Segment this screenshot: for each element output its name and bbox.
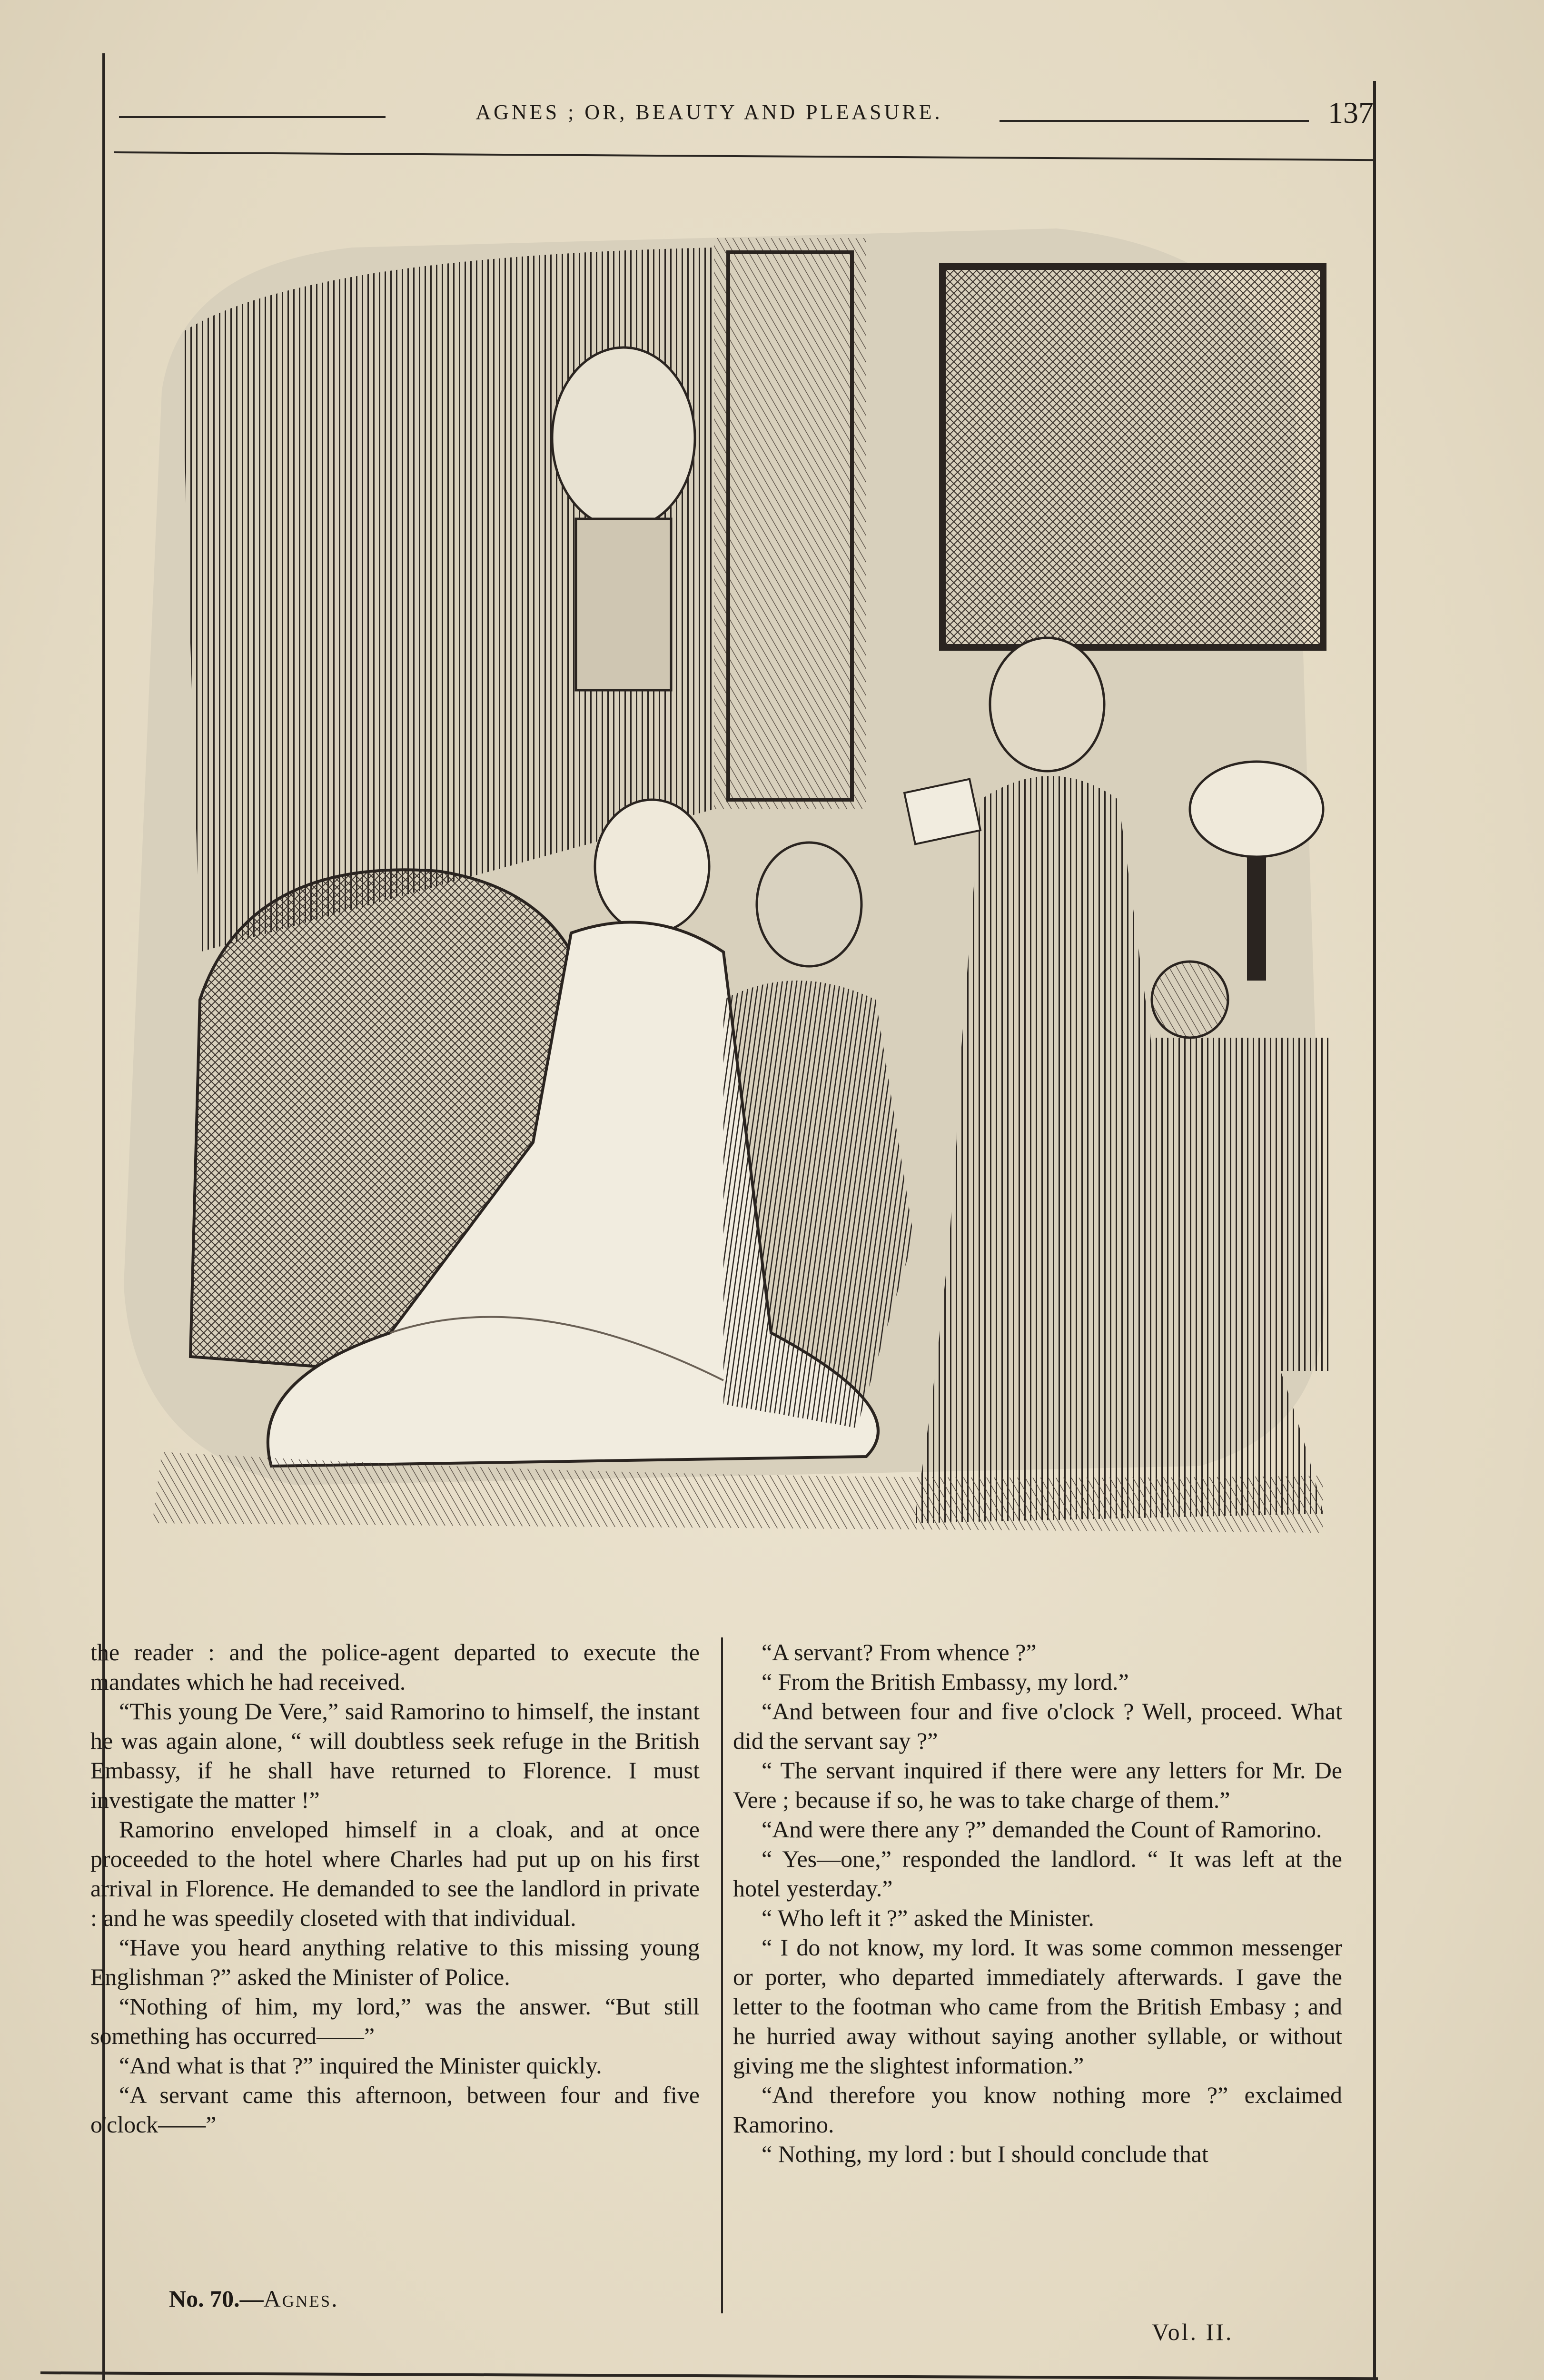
paragraph: “And between four and five o'clock ? Well, proceed. What did the servant say ?” — [733, 1698, 1342, 1754]
frame-right-rule — [1373, 81, 1376, 2380]
paragraph: “A servant came this afternoon, between four and five o'clock——” — [90, 2082, 700, 2138]
page-number: 137 — [1328, 96, 1374, 129]
signature-number: No. 70.— — [169, 2285, 264, 2312]
paragraph: “ Yes—one,” responded the landlord. “ It was left at the hotel yesterday.” — [733, 1845, 1342, 1902]
text-column-right — [733, 1637, 1342, 2169]
paragraph: “ From the British Embassy, my lord.” — [762, 1668, 1129, 1695]
paragraph: “And what is that ?” inquired the Minister quickly. — [119, 2052, 602, 2079]
signature-title: Agnes. — [263, 2285, 339, 2312]
head-rule-left — [119, 116, 386, 118]
running-title: AGNES ; OR, BEAUTY AND PLEASURE. — [475, 100, 943, 124]
volume-mark: Vol. II. — [1152, 2319, 1234, 2345]
paragraph: Ramorino enveloped himself in a cloak, and at once proceeded to the hotel where Charles had put up on his first arrival in Florence. He demanded to see the landlord in private : and he was speedily closeted with that individual. — [90, 1816, 700, 1931]
paragraph: “This young De Vere,” said Ramorino to himself, the instant he was again alone, “ will doubtless seek refuge in the British Embassy, if he shall have returned to Florence. I must investigate the matter !” — [90, 1698, 700, 1813]
engraving-illustration-icon — [105, 190, 1371, 1609]
column-divider — [721, 1637, 723, 2313]
paragraph: “ I do not know, my lord. It was some common messenger or porter, who departed immediately afterwards. I gave the letter to the footman who came from the British Embasy ; and he hurried away without saying another syllable, or without giving me the slightest information.” — [733, 1934, 1342, 2079]
paragraph: “ Who left it ?” asked the Minister. — [762, 1904, 1094, 1931]
text-column-left — [90, 1637, 700, 2139]
paragraph: “And were there any ?” demanded the Count of Ramorino. — [762, 1816, 1322, 1843]
paragraph: “And therefore you know nothing more ?” exclaimed Ramorino. — [733, 2082, 1342, 2138]
paragraph: “ Nothing, my lord : but I should conclude that — [762, 2141, 1208, 2167]
paragraph: the reader : and the police-agent departed to execute the mandates which he had received. — [90, 1639, 700, 1695]
engraving-illustration — [105, 190, 1371, 1609]
paragraph: “Nothing of him, my lord,” was the answer. “But still something has occurred——” — [90, 1993, 700, 2049]
head-rule-right — [1000, 120, 1309, 122]
paragraph: “Have you heard anything relative to this missing young Englishman ?” asked the Minister of Police. — [90, 1934, 700, 1990]
paragraph: “A servant? From whence ?” — [762, 1639, 1037, 1666]
running-head — [114, 95, 1404, 148]
paragraph: “ The servant inquired if there were any letters for Mr. De Vere ; because if so, he was to take charge of them.” — [733, 1757, 1342, 1813]
signature-mark — [169, 2285, 339, 2312]
